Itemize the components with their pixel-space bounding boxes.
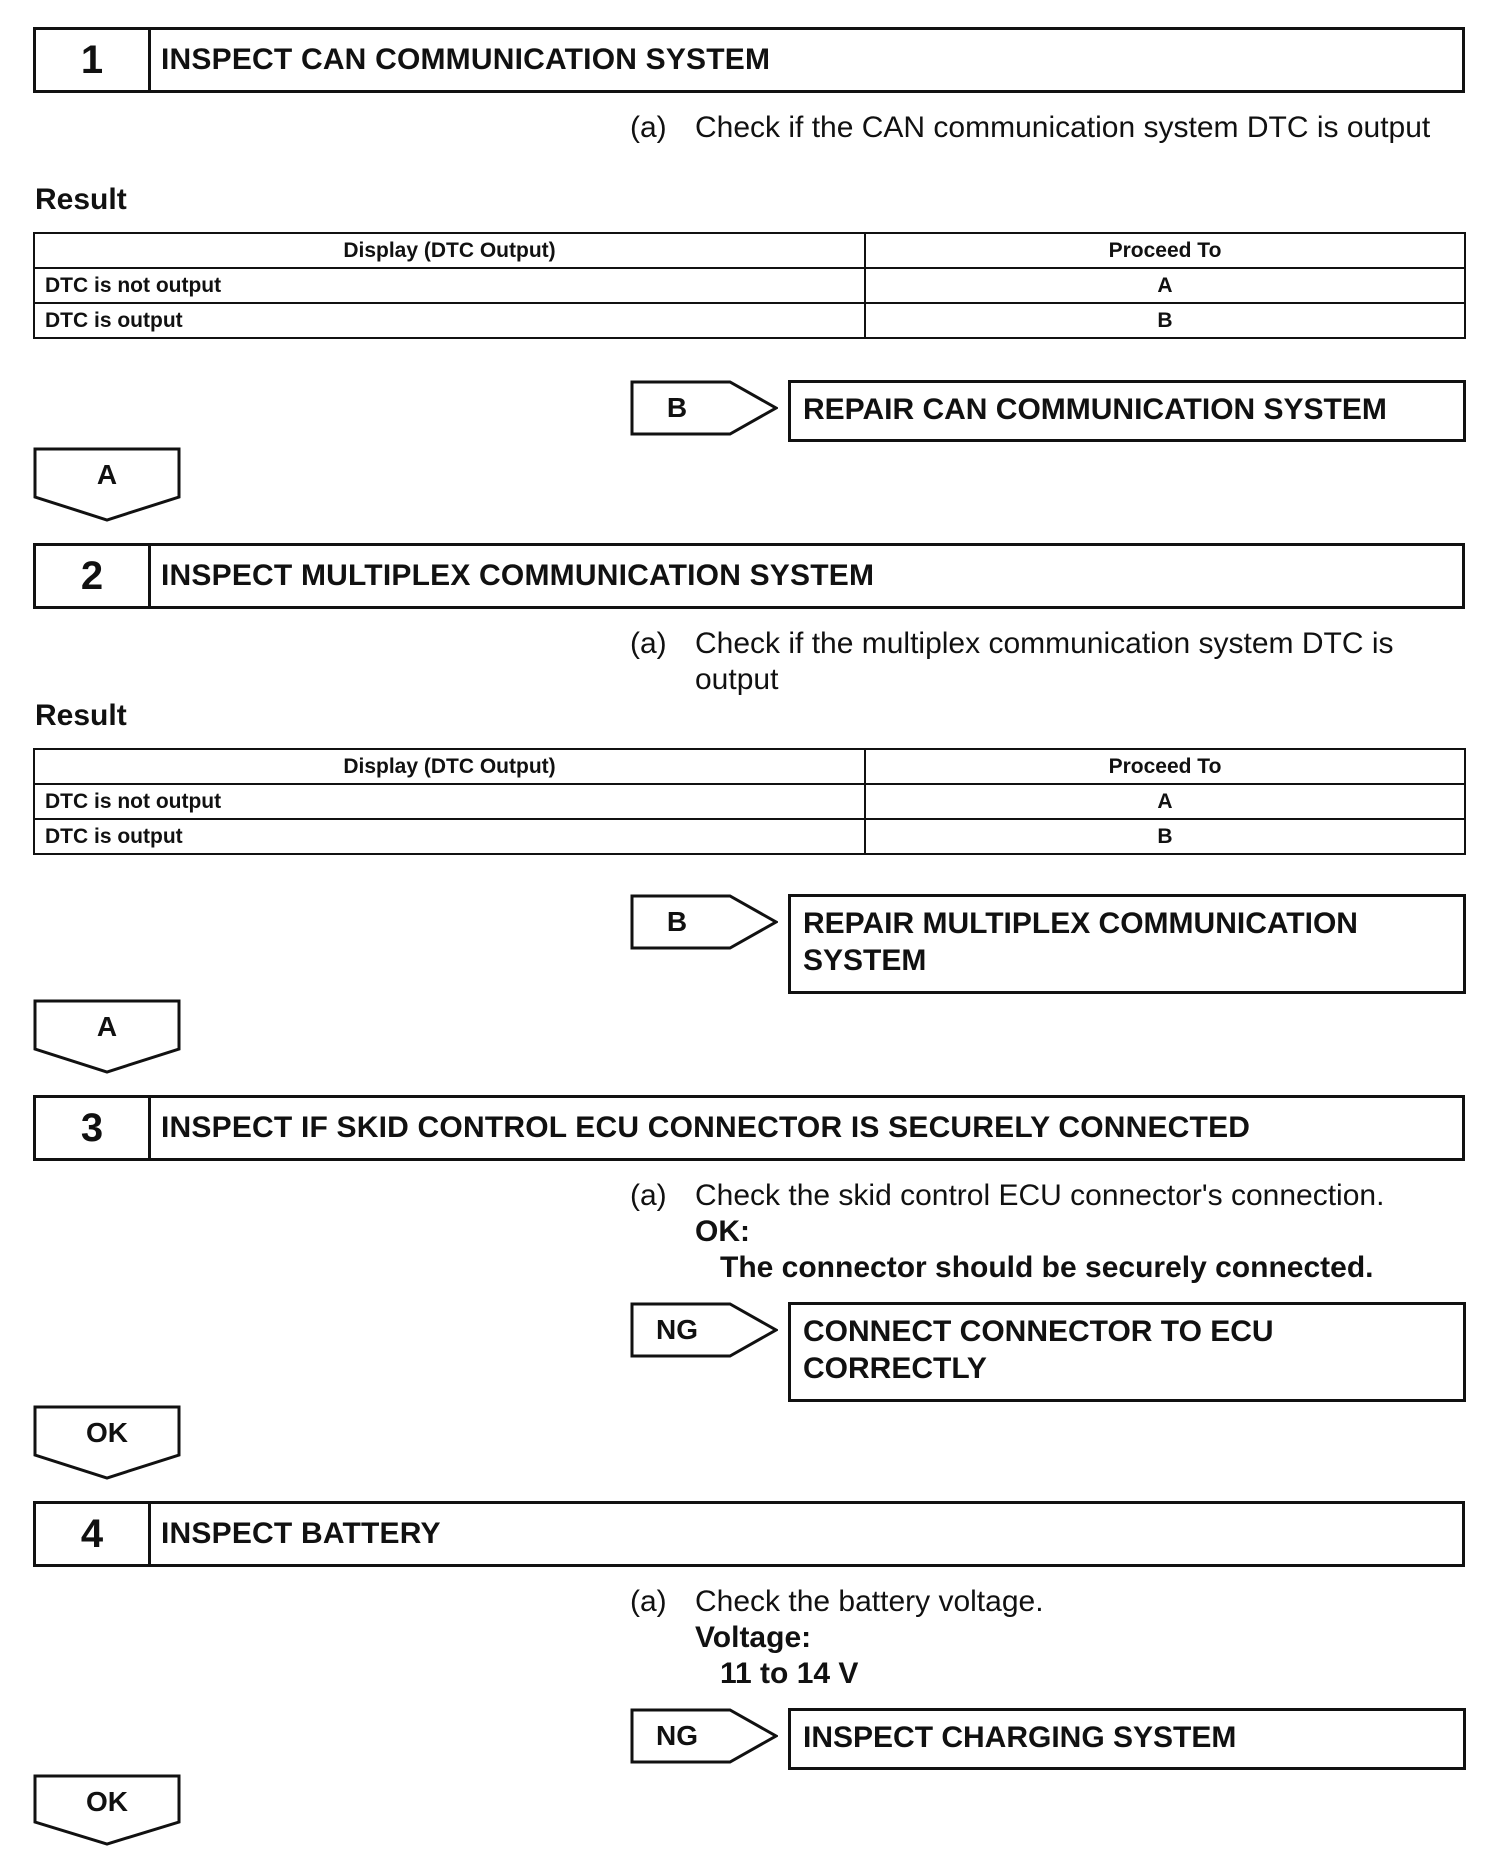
- result-label: Result: [35, 699, 127, 732]
- step-2-header: [33, 543, 1465, 609]
- table-cell: DTC is output: [34, 819, 865, 854]
- branch-arrow: [630, 380, 778, 436]
- branch-result-box: INSPECT CHARGING SYSTEM: [788, 1708, 1466, 1770]
- spec-label: OK:: [695, 1215, 750, 1248]
- branch-result-box: REPAIR CAN COMMUNICATION SYSTEM: [788, 380, 1466, 442]
- branch-result-box: CONNECT CONNECTOR TO ECU CORRECTLY: [788, 1302, 1466, 1402]
- table-header: Proceed To: [865, 749, 1465, 784]
- step-3-instruction: [630, 1178, 1460, 1288]
- table-row: [34, 268, 1465, 303]
- step-2-instruction: [630, 626, 1460, 702]
- branch-label: NG: [656, 1720, 698, 1751]
- table-cell: A: [865, 784, 1465, 819]
- table-header-row: [34, 233, 1465, 268]
- step-4-instruction: [630, 1584, 1460, 1694]
- step-number: 3: [36, 1098, 151, 1158]
- step-title: INSPECT BATTERY: [161, 1517, 441, 1550]
- next-label: A: [96, 1011, 118, 1042]
- next-arrow: [33, 1405, 181, 1480]
- instruction-text: Check the skid control ECU connector's connection.: [695, 1179, 1385, 1212]
- branch-label: NG: [656, 1314, 698, 1345]
- step-4-header: [33, 1501, 1465, 1567]
- table-header: Display (DTC Output): [34, 749, 865, 784]
- table-row: [34, 784, 1465, 819]
- table-cell: DTC is not output: [34, 784, 865, 819]
- table-header: Display (DTC Output): [34, 233, 865, 268]
- instruction-label: (a): [630, 1179, 667, 1212]
- instruction-text: Check if the CAN communication system DTC is output: [695, 111, 1431, 144]
- instruction-label: (a): [630, 1585, 667, 1618]
- step-number: 1: [36, 30, 151, 90]
- step-title: INSPECT MULTIPLEX COMMUNICATION SYSTEM: [161, 559, 875, 592]
- instruction-label: (a): [630, 111, 667, 144]
- result-label: Result: [35, 183, 127, 216]
- spec-label: Voltage:: [695, 1621, 812, 1654]
- branch-arrow: [630, 1708, 778, 1764]
- branch-arrow: [630, 1302, 778, 1358]
- table-row: [34, 303, 1465, 338]
- next-arrow: [33, 999, 181, 1074]
- branch-label: B: [666, 392, 688, 423]
- step-1-header: [33, 27, 1465, 93]
- step-3-header: [33, 1095, 1465, 1161]
- next-arrow: [33, 447, 181, 522]
- next-label: A: [96, 459, 118, 490]
- result-table: [33, 748, 1466, 855]
- step-title: INSPECT CAN COMMUNICATION SYSTEM: [161, 43, 771, 76]
- branch-arrow: [630, 894, 778, 950]
- step-title: INSPECT IF SKID CONTROL ECU CONNECTOR IS SECURELY CONNECTED: [161, 1111, 1251, 1144]
- spec-value: The connector should be securely connected.: [720, 1251, 1374, 1284]
- step-number: 4: [36, 1504, 151, 1564]
- instruction-text: Check if the multiplex communication system DTC is output: [695, 627, 1394, 696]
- table-header-row: [34, 749, 1465, 784]
- table-cell: B: [865, 303, 1465, 338]
- branch-label: B: [666, 906, 688, 937]
- instruction-text: Check the battery voltage.: [695, 1585, 1044, 1618]
- result-table: [33, 232, 1466, 339]
- next-arrow: [33, 1774, 181, 1849]
- next-label: OK: [86, 1417, 128, 1448]
- table-cell: B: [865, 819, 1465, 854]
- branch-result-box: REPAIR MULTIPLEX COMMUNICATION SYSTEM: [788, 894, 1466, 994]
- table-header: Proceed To: [865, 233, 1465, 268]
- step-number: 2: [36, 546, 151, 606]
- table-cell: DTC is not output: [34, 268, 865, 303]
- table-cell: A: [865, 268, 1465, 303]
- table-cell: DTC is output: [34, 303, 865, 338]
- next-label: OK: [86, 1786, 128, 1817]
- step-1-instruction: [630, 110, 1460, 150]
- spec-value: 11 to 14 V: [720, 1657, 859, 1690]
- table-row: [34, 819, 1465, 854]
- instruction-label: (a): [630, 627, 667, 660]
